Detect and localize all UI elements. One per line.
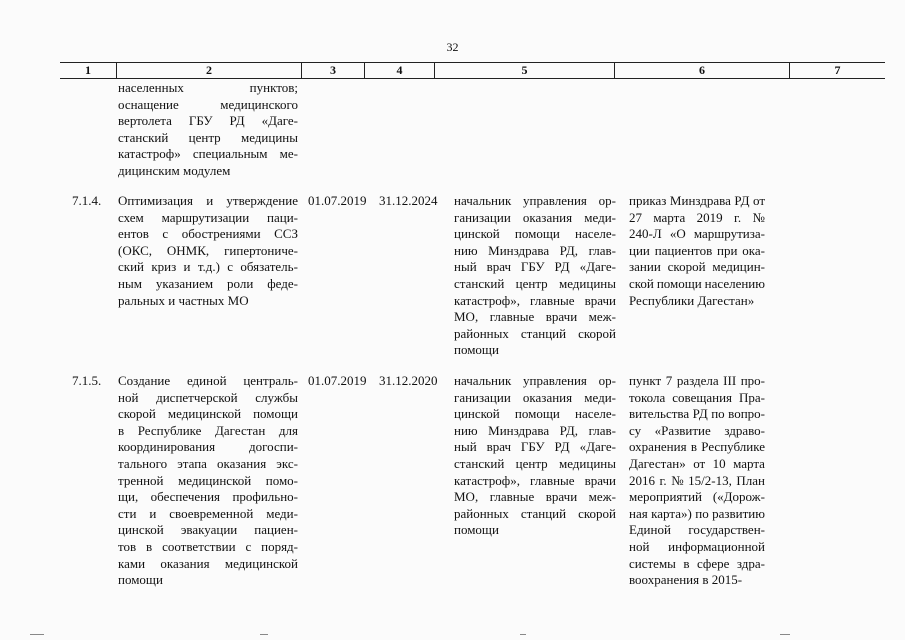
cell-line: охранения в Республике	[629, 439, 765, 455]
cell-line: ной диспетчерской службы	[118, 389, 298, 405]
cell-line: зании скорой медицин-	[629, 259, 765, 275]
cell-line: ная карта») по развитию	[629, 505, 765, 521]
column-header-5: 5	[434, 63, 614, 78]
end-date: 31.12.2020	[379, 373, 438, 388]
cell-line: схем маршрутизации паци-	[118, 209, 298, 225]
cell-line: ками оказания медицинской	[118, 555, 298, 571]
responsible-executors	[454, 193, 616, 359]
cell-line: сти и своевременной меди-	[118, 505, 298, 521]
cell-line: (ОКС, ОНМК, гипертониче-	[118, 242, 298, 258]
cell-line: ции пациентов при ока-	[629, 242, 765, 258]
cell-line: районных станций скорой	[454, 505, 616, 521]
cell-line: нию Минздрава РД, глав-	[454, 242, 616, 258]
cell-line: 240-Л «О маршрутиза-	[629, 226, 765, 242]
cell-line: начальник управления ор-	[454, 373, 616, 388]
cell-line: мероприятий («Дорож-	[629, 489, 765, 505]
scan-mark	[260, 634, 268, 635]
cell-line: станский центр медицины	[454, 275, 616, 291]
cell-line: скорой медицинской помощи	[118, 406, 298, 422]
cell-line: помощи	[118, 572, 163, 588]
cell-line: су «Развитие здраво-	[629, 422, 765, 438]
cell-line: цинской помощи населе-	[454, 406, 616, 422]
column-header-7: 7	[789, 63, 885, 78]
cell-line: вертолета ГБУ РД «Даге-	[118, 113, 298, 129]
cell-line: катастроф», главные врачи	[454, 292, 616, 308]
legal-basis	[629, 373, 765, 589]
cell-line: Республики Дагестан»	[629, 292, 755, 308]
cell-line: станский центр медицины	[454, 455, 616, 471]
responsible-executors	[454, 373, 616, 539]
cell-line: начальник управления ор-	[454, 193, 616, 208]
page-number: 32	[446, 40, 459, 54]
cell-line: токола совещания Пра-	[629, 389, 765, 405]
start-date: 01.07.2019	[308, 373, 367, 388]
column-header-6: 6	[614, 63, 789, 78]
table-header	[60, 62, 885, 79]
cell-line: Создание единой централь-	[118, 373, 298, 388]
cell-line: щи, обеспечения профильно-	[118, 489, 298, 505]
cell-line: пункт 7 раздела III про-	[629, 373, 765, 388]
cell-line: нию Минздрава РД, глав-	[454, 422, 616, 438]
cell-line: системы в сфере здра-	[629, 555, 765, 571]
cell-line: районных станций скорой	[454, 325, 616, 341]
end-date: 31.12.2024	[379, 193, 438, 208]
cell-line: ной информационной	[629, 538, 765, 554]
cell-line: помощи	[454, 522, 499, 538]
cell-line: дицинским модулем	[118, 162, 231, 178]
scan-mark	[30, 634, 44, 635]
cell-line: тов в соответствии с поряд-	[118, 538, 298, 554]
cell-line: станский центр медицины	[118, 129, 298, 145]
cell-line: Дагестан» от 10 марта	[629, 455, 765, 471]
cell-line: 27 марта 2019 г. №	[629, 209, 765, 225]
cell-line: вительства РД по вопро-	[629, 406, 765, 422]
cell-line: тренной медицинской помо-	[118, 472, 298, 488]
scan-mark	[780, 634, 790, 635]
cell-line: ганизации оказания меди-	[454, 209, 616, 225]
cell-line: ентов с обострениями ССЗ	[118, 226, 298, 242]
cell-line: МО, главные врачи меж-	[454, 489, 616, 505]
cell-line: ганизации оказания меди-	[454, 389, 616, 405]
column-header-4: 4	[364, 63, 434, 78]
scan-edge-marks	[0, 624, 905, 640]
cell-line: ральных и частных МО	[118, 292, 249, 308]
column-header-2: 2	[116, 63, 301, 78]
scan-mark	[520, 634, 526, 635]
cell-line: координирования догоспи-	[118, 439, 298, 455]
legal-basis	[629, 193, 765, 309]
cell-line: ный врач ГБУ РД «Даге-	[454, 259, 616, 275]
cell-line: ский криз и т.д.) с обязатель-	[118, 259, 298, 275]
cell-line: в Республике Дагестан для	[118, 422, 298, 438]
cell-line: ской помощи населению	[629, 275, 765, 291]
cell-line: помощи	[454, 342, 499, 358]
column-header-1: 1	[85, 63, 91, 77]
cell-line: цинской помощи населе-	[454, 226, 616, 242]
cell-line: воохранения в 2015-	[629, 572, 743, 588]
column-header-3: 3	[301, 63, 364, 78]
start-date: 01.07.2019	[308, 193, 367, 208]
cell-line: катастроф» специальным ме-	[118, 146, 298, 162]
cell-line: приказ Минздрава РД от	[629, 193, 765, 208]
cell-line: оснащение медицинского	[118, 96, 298, 112]
cell-line: МО, главные врачи меж-	[454, 309, 616, 325]
cell-line: 2016 г. № 15/2-13, План	[629, 472, 765, 488]
cell-line: тального этапа оказания экс-	[118, 455, 298, 471]
cell-line: ный врач ГБУ РД «Даге-	[454, 439, 616, 455]
measure-description	[118, 80, 298, 180]
cell-line: населенных пунктов;	[118, 80, 298, 95]
measure-description	[118, 193, 298, 309]
row-number: 7.1.5.	[72, 373, 102, 388]
row-number: 7.1.4.	[72, 193, 102, 208]
cell-line: катастроф», главные врачи	[454, 472, 616, 488]
cell-line: Единой государствен-	[629, 522, 765, 538]
cell-line: ным указанием роли феде-	[118, 275, 298, 291]
cell-line: Оптимизация и утверждение	[118, 193, 298, 208]
measure-description	[118, 373, 298, 589]
cell-line: цинской эвакуации пациен-	[118, 522, 298, 538]
